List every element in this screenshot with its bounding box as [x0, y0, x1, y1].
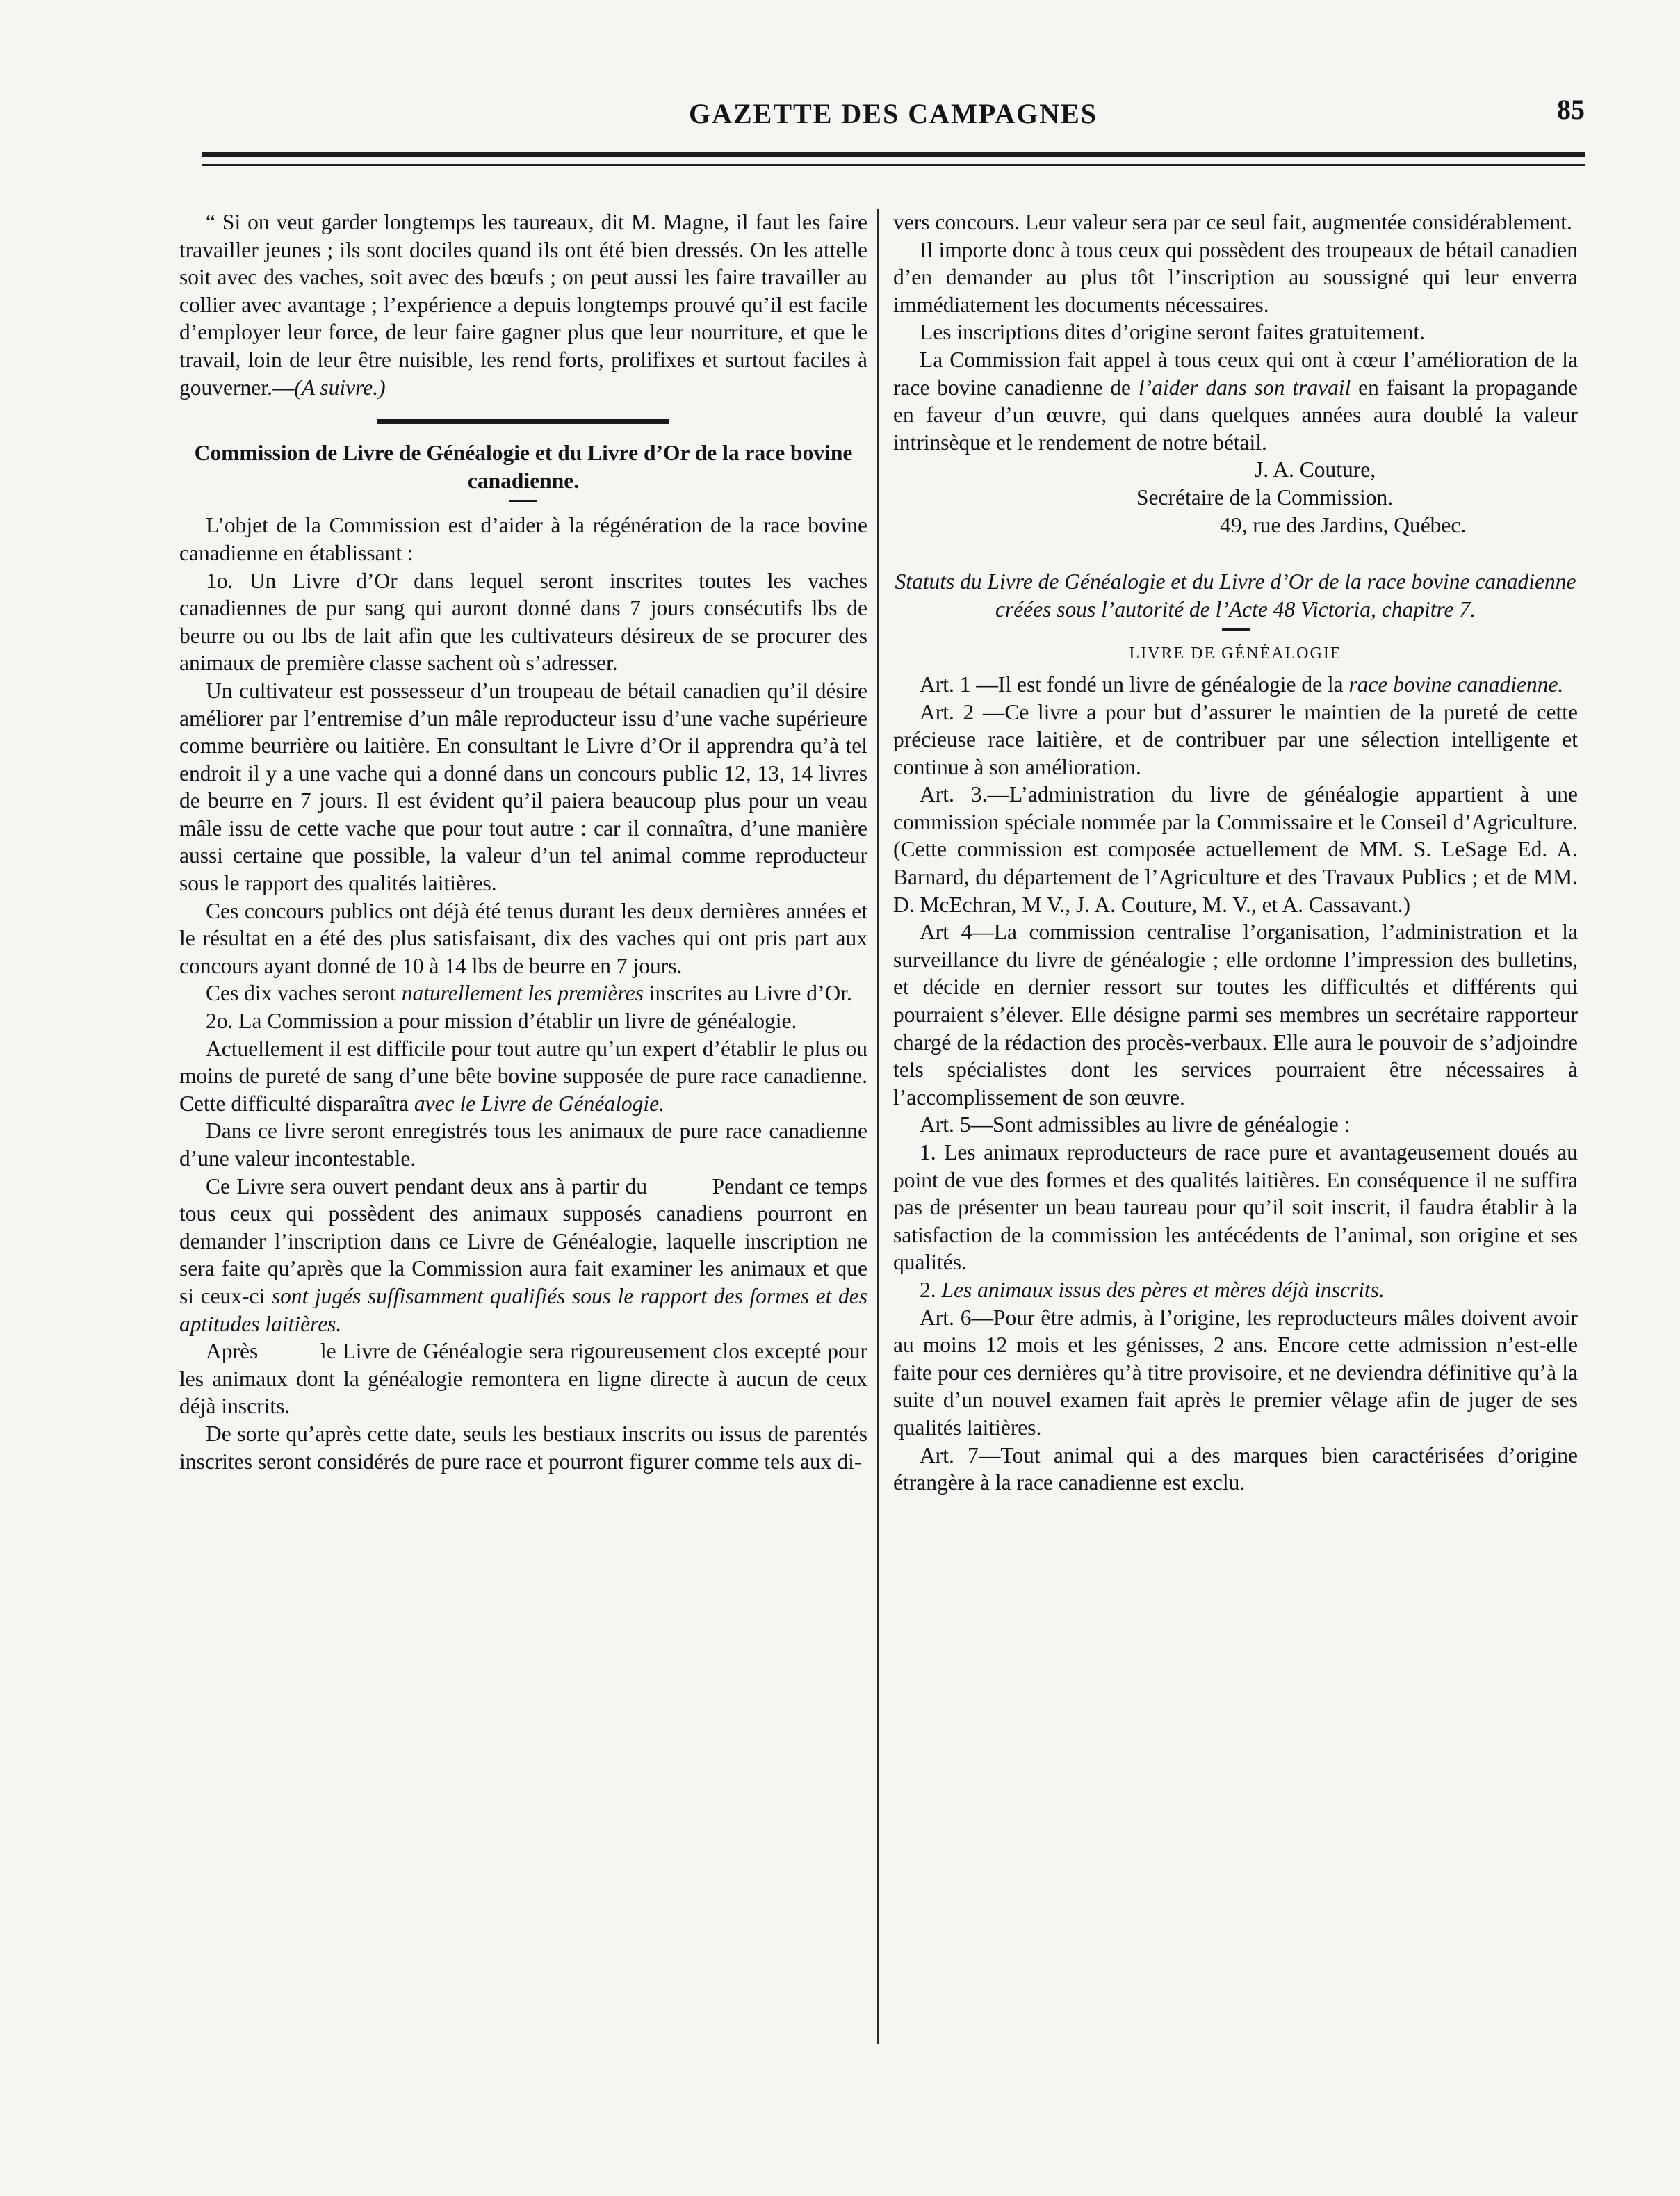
- paragraph: Après le Livre de Généalogie sera rigoureusement clos excepté pour les animaux dont la généalogie remontera en ligne directe à aucun de ceux déjà inscrits.: [179, 1339, 873, 1419]
- paragraph: [179, 1035, 867, 1118]
- article-7: Art. 7—Tout animal qui a des marques bien caractérisées d’origine étrangère à la race canadienne est exclu.: [893, 1442, 1578, 1495]
- text-run: en faisant la propagande en faveur d’un œuvre, qui dans quelques années aura doublé la valeur intrinsèque et le rendement de notre bétail.: [893, 375, 1578, 455]
- article-heading: Commission de Livre de Généalogie et du Livre d’Or de la race bovine canadienne.: [194, 441, 853, 493]
- article-1: [893, 671, 1578, 699]
- paragraph: 1o. Un Livre d’Or dans lequel seront inscrites toutes les vaches canadiennes de pur sang qui auront donné dans 7 jours consécutifs lbs de beurre ou ou lbs de lait afin que les cultivateurs désireux de se procurer des animaux de première classe sachent où s’adresser.: [179, 568, 867, 676]
- header-rule-thin: [202, 164, 1585, 166]
- text-run: Art. 1 —Il est fondé un livre de généalogie de la: [920, 672, 1349, 697]
- italic-run: race bovine canadienne.: [1348, 672, 1564, 697]
- text-run: La Commission fait appel à tous ceux qui ont à cœur l’amélioration de la race bovine canadienne de: [893, 347, 1578, 400]
- column-separator: [877, 209, 879, 2044]
- paragraph: Ces concours publics ont déjà été tenus durant les deux dernières années et le résultat en a été des plus satisfaisant, dix des vaches qui ont pris part aux concours ayant donné de 10 à 14 lbs de beurre en 7 jours.: [179, 898, 867, 978]
- italic-run: naturellement les premières: [401, 981, 644, 1006]
- paragraph: [179, 979, 867, 1007]
- signature-address: 49, rue des Jardins, Québec.: [1220, 512, 1467, 537]
- paragraph: Les inscriptions dites d’origine seront faites gratuitement.: [920, 320, 1425, 345]
- text-run: inscrites au Livre d’Or.: [643, 981, 852, 1006]
- page-header: [202, 94, 1585, 139]
- heading-dash: [509, 500, 537, 502]
- italic-run: sont jugés suffisamment qualifiés sous le rapport des formes et des aptitudes laitières.: [179, 1283, 867, 1336]
- paragraph: L’objet de la Commission est d’aider à la régénération de la race bovine canadienne en établissant :: [179, 513, 867, 565]
- left-column: [179, 209, 873, 1475]
- article-4: Art 4—La commission centralise l’organisation, l’administration et la surveillance du livre de généalogie ; elle ordonne l’impression des bulletins, et décide en dernier ressort sur toutes les difficultés et différents qui pourraient s’élever. Elle désigne parmi ses membres un secrétaire rapporteur chargé de la rédaction des procès-verbaux. Elle aura le pouvoir de s’adjoindre tels spécialistes dont les services pourraient être nécessaires à l’accomplissement de son œuvre.: [893, 920, 1578, 1109]
- italic-run: avec le Livre de Généalogie.: [414, 1091, 664, 1116]
- italic-run: l’aider dans son travail: [1138, 375, 1351, 400]
- text-run: Ces dix vaches seront: [206, 981, 402, 1006]
- paragraph: 2o. La Commission a pour mission d’établir un livre de généalogie.: [206, 1009, 797, 1034]
- text-run: Ce Livre sera ouvert pendant deux ans à partir du Pendant ce temps tous ceux qui possèdent des animaux supposés canadiens pourront en demander l’inscription dans ce Livre de Généalogie, laquelle inscription ne sera faite qu’après que la Commission aura fait examiner les animaux et que si ceux-ci: [179, 1173, 873, 1308]
- article-6: Art. 6—Pour être admis, à l’origine, les reproducteurs mâles doivent avoir au moins 12 mois et les génisses, 2 ans. Encore cette admission n’est-elle faite pour ces dernières qu’à titre provisoire, et ne deviendra définitive qu’à la suite d’un nouvel examen fait après le premier vêlage afin de juger de ses qualités laitières.: [893, 1305, 1578, 1440]
- paragraph: vers concours. Leur valeur sera par ce seul fait, augmentée considérablement.: [893, 210, 1572, 234]
- heading-dash: [1222, 628, 1250, 631]
- paragraph: Un cultivateur est possesseur d’un troupeau de bétail canadien qu’il désire améliorer par l’entremise d’un mâle reproducteur issu d’une vache supérieure comme beurrière ou laitière. En consultant le Livre d’Or il apprendra qu’à tel endroit il y a une vache qui a donné dans un concours public 12, 13, 14 livres de beurre en 7 jours. Il est évident qu’il paiera beaucoup plus pour un veau mâle issu de cette vache que pour tout autre : car il connaîtra, d’une manière aussi certaine que possible, la valeur d’un tel animal comme reproducteur sous le rapport des qualités laitières.: [179, 678, 867, 896]
- paragraph: Il importe donc à tous ceux qui possèdent des troupeaux de bétail canadien d’en demander au plus tôt l’inscription au soussigné qui leur enverra immédiatement les documents nécessaires.: [893, 237, 1578, 317]
- paragraph-text: “ Si on veut garder longtemps les taureaux, dit M. Magne, il faut les faire travailler jeunes ; ils sont dociles quand ils ont été bien dressés. On les attelle soit avec des vaches, soit avec des bœufs ; on peut aussi les faire travailler au collier avec avantage ; l’expérience a depuis longtemps prouvé qu’il est facile d’employer leur force, de leur faire gagner plus que leur nourriture, et que le travail, loin de leur être nuisible, les rend forts, prolifixes et surtout faciles à gouverner.—: [179, 210, 867, 400]
- page-number: 85: [1557, 94, 1585, 125]
- paragraph: [893, 346, 1578, 456]
- paragraph: Dans ce livre seront enregistrés tous les animaux de pure race canadienne d’une valeur incontestable.: [179, 1119, 867, 1171]
- article-continuation: [179, 209, 867, 401]
- right-column: [893, 209, 1578, 1497]
- signature-role: Secrétaire de la Commission.: [1136, 485, 1394, 510]
- paragraph: De sorte qu’après cette date, seuls les bestiaux inscrits ou issus de parentés inscrites seront considérés de pure race et pourront figurer comme tels aux di-: [179, 1421, 867, 1474]
- article-5-item-1: 1. Les animaux reproducteurs de race pure et avantageusement doués au point de vue des formes et des qualités laitières. En conséquence il ne suffira pas de présenter un beau taureau pour qu’il soit inscrit, il faudra établir à la satisfaction de la commission les antécédents de l’animal, son origine et ses qualités.: [893, 1140, 1578, 1275]
- text-run: Actuellement il est difficile pour tout autre qu’un expert d’établir le plus ou moins de pureté de sang d’une bête bovine supposée de pure race canadienne. Cette difficulté disparaîtra: [179, 1036, 867, 1116]
- article-5: Art. 5—Sont admissibles au livre de généalogie :: [920, 1112, 1351, 1137]
- section-title: LIVRE DE GÉNÉALOGIE: [1129, 644, 1342, 663]
- signature-name: J. A. Couture,: [1255, 457, 1376, 482]
- to-be-continued: (A suivre.): [294, 375, 386, 400]
- running-title: GAZETTE DES CAMPAGNES: [688, 98, 1098, 129]
- header-rule-thick: [202, 152, 1585, 157]
- italic-run: Les animaux issus des pères et mères déjà inscrits.: [941, 1277, 1385, 1302]
- paragraph: [179, 1173, 873, 1338]
- statuts-heading: Statuts du Livre de Généalogie et du Livre d’Or de la race bovine canadienne créées sous l’autorité de l’Acte 48 Victoria, chapitre 7.: [895, 569, 1576, 621]
- section-divider: [377, 419, 669, 424]
- article-3: Art. 3.—L’administration du livre de généalogie appartient à une commission spéciale nommée par la Commissaire et le Conseil d’Agriculture. (Cette commission est composée actuellement de MM. S. LeSage Ed. A. Barnard, du département de l’Agriculture et des Travaux Publics ; et de MM. D. McEchran, M V., J. A. Couture, M. V., et A. Cassavant.): [893, 782, 1578, 917]
- article-5-item-2: [893, 1276, 1578, 1304]
- text-run: 2.: [920, 1277, 942, 1302]
- article-2: Art. 2 —Ce livre a pour but d’assurer le maintien de la pureté de cette précieuse race laitière, et de contribuer par une sélection intelligente et continue à son amélioration.: [893, 699, 1578, 779]
